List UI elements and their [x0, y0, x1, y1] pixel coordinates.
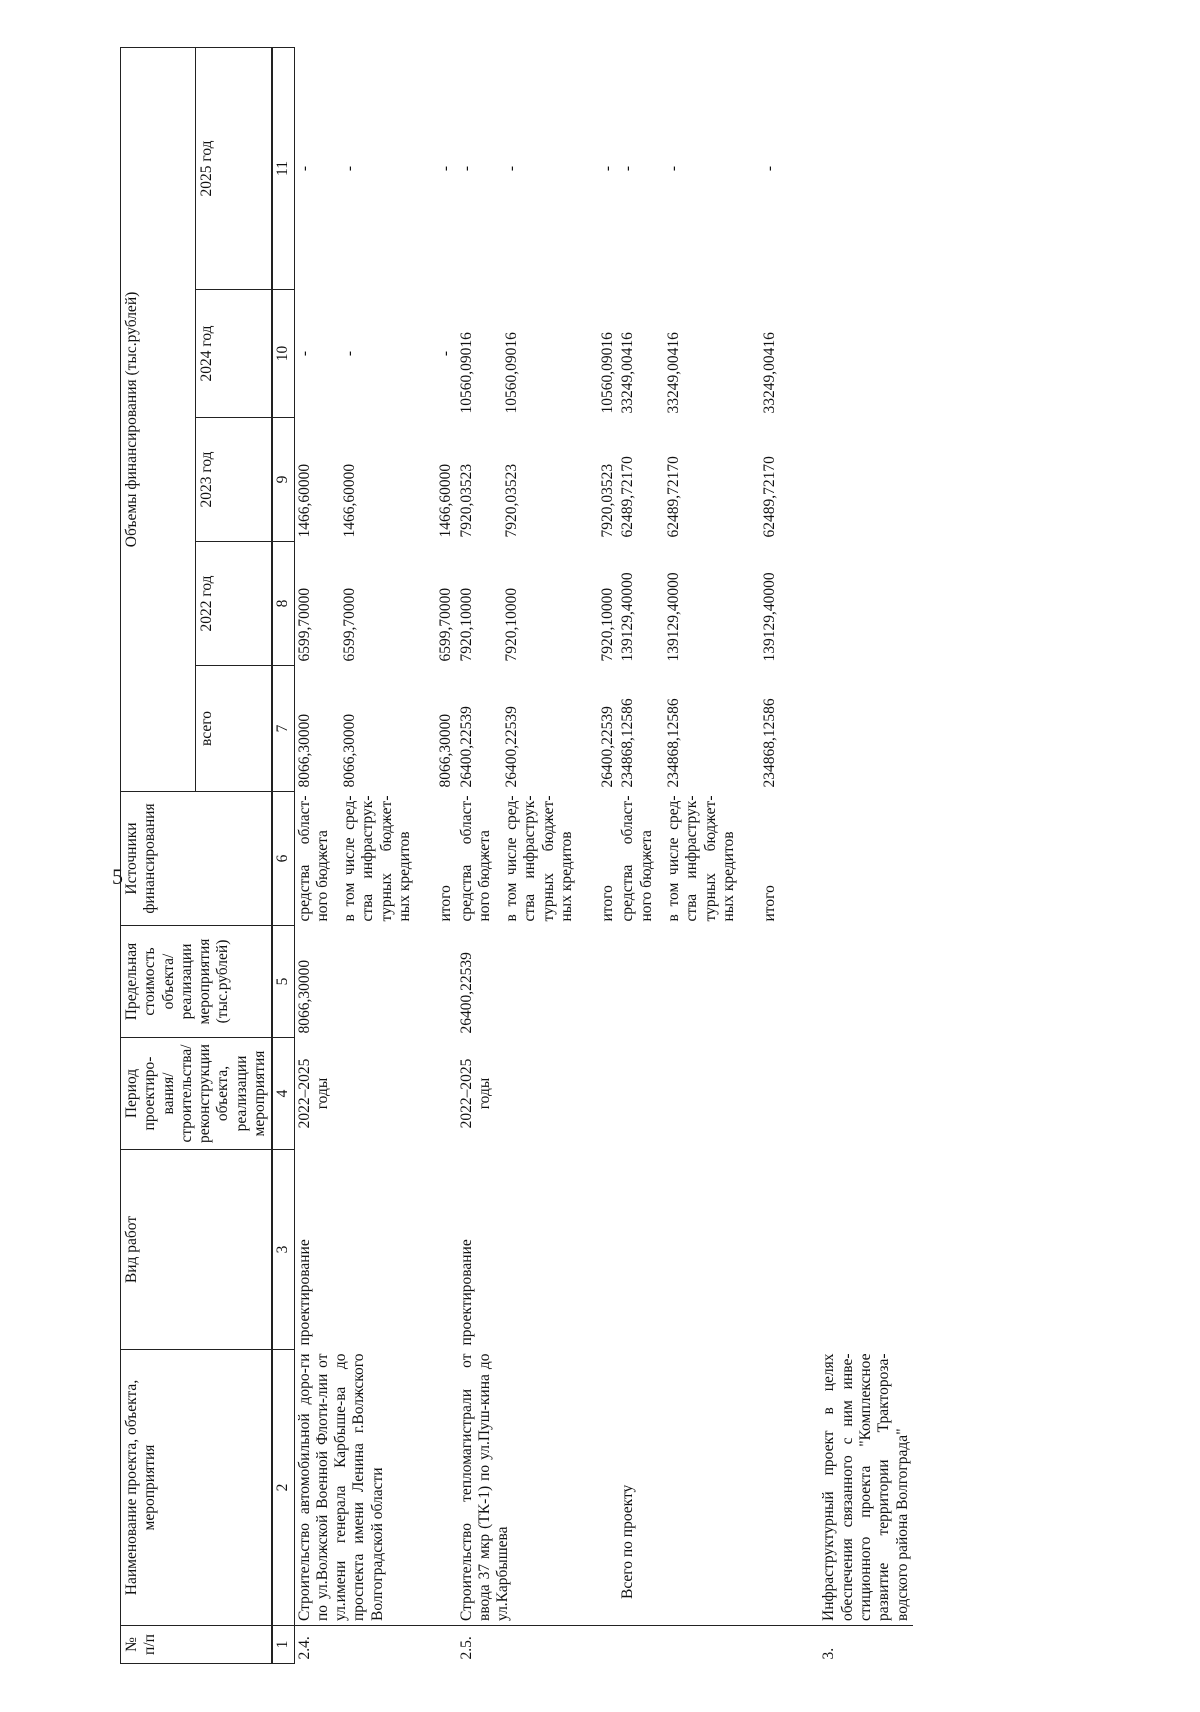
- work-type: проектирование: [295, 1239, 313, 1346]
- value-2024: 10560,09016: [599, 332, 617, 414]
- value-2024: -: [341, 350, 359, 357]
- col-number: 7: [272, 666, 294, 792]
- value-2024: 10560,09016: [503, 332, 521, 414]
- work-type: проектирование: [457, 1239, 475, 1346]
- col-number: 5: [272, 926, 294, 1038]
- source: итого: [599, 885, 617, 922]
- source: средства област-ного бюджета: [295, 795, 331, 922]
- value-2025: -: [665, 165, 683, 172]
- value-2023: 7920,03523: [503, 463, 521, 538]
- header-num: № п/п: [121, 1626, 273, 1664]
- total-value: 8066,30000: [437, 713, 455, 788]
- value-2025: -: [341, 165, 359, 172]
- header-cost: Предельная стоимость объекта/ реализации мероприятия (тыс.рублей): [121, 926, 273, 1038]
- value-2022: 139129,40000: [619, 572, 637, 662]
- value-2024: -: [295, 350, 313, 357]
- value-2023: 1466,60000: [437, 463, 455, 538]
- total-value: 26400,22539: [599, 706, 617, 788]
- column-number-row: [272, 47, 294, 1663]
- total-value: 234868,12586: [665, 698, 683, 788]
- value-2023: 7920,03523: [599, 463, 617, 538]
- value-2025: -: [295, 165, 313, 172]
- table-row: [294, 47, 333, 1663]
- source: средства област-ного бюджета: [619, 795, 655, 922]
- col-number: 4: [272, 1038, 294, 1150]
- value-2025: -: [503, 165, 521, 172]
- project-total-row: [618, 47, 657, 1663]
- header-2025: 2025 год: [196, 47, 273, 289]
- value-2022: 139129,40000: [665, 572, 683, 662]
- source: в том числе сред-ства инфраструк-турных бюджет-ных кредитов: [503, 795, 575, 922]
- value-2023: 1466,60000: [341, 463, 359, 538]
- value-2025: -: [437, 165, 455, 172]
- total-value: 234868,12586: [761, 698, 779, 788]
- total-value: 26400,22539: [457, 706, 475, 788]
- value-2024: 33249,00416: [665, 332, 683, 414]
- col-number: 8: [272, 542, 294, 666]
- total-value: 234868,12586: [619, 698, 637, 788]
- project-total-label: Всего по проекту: [619, 1484, 637, 1599]
- source: итого: [761, 885, 779, 922]
- header-volumes: Объемы финансирования (тыс.рублей): [121, 47, 196, 791]
- header-2022: 2022 год: [196, 542, 273, 666]
- col-number: 2: [272, 1350, 294, 1626]
- value-2025: -: [619, 165, 637, 172]
- value-2022: 6599,70000: [341, 587, 359, 662]
- header-name: Наименование проекта, объекта, мероприятия: [121, 1350, 273, 1626]
- value-2025: -: [599, 165, 617, 172]
- period: 2022–2025 годы: [457, 1058, 493, 1129]
- row-number: 3.: [780, 1626, 912, 1664]
- value-2023: 62489,72170: [761, 456, 779, 538]
- value-2025: -: [457, 165, 475, 172]
- header-period: Период проектиро-вания/ строительства/ реконструкции объекта, реализации мероприятия: [121, 1038, 273, 1150]
- header-2023: 2023 год: [196, 418, 273, 542]
- source: итого: [437, 885, 455, 922]
- value-2022: 139129,40000: [761, 572, 779, 662]
- total-value: 26400,22539: [503, 706, 521, 788]
- cost: 26400,22539: [457, 952, 475, 1034]
- page-number: 5: [112, 864, 123, 889]
- value-2022: 7920,10000: [457, 587, 475, 662]
- source: в том числе сред-ства инфраструк-турных бюджет-ных кредитов: [665, 795, 737, 922]
- col-number: 1: [272, 1626, 294, 1664]
- value-2024: 33249,00416: [761, 332, 779, 414]
- header-2024: 2024 год: [196, 290, 273, 418]
- table-row: [457, 47, 496, 1663]
- header-total: всего: [196, 666, 273, 792]
- value-2022: 7920,10000: [503, 587, 521, 662]
- value-2024: -: [437, 350, 455, 357]
- header-row-1: [121, 47, 196, 1663]
- col-number: 6: [272, 792, 294, 926]
- col-number: 10: [272, 290, 294, 418]
- value-2022: 7920,10000: [599, 587, 617, 662]
- project-name: Строительство автомобильной доро-ги по ул.Волжской Военной Флоти-лии от ул.имени генерала Карбыше-ва до проспекта имени Ленина г.Волжского Волгоградской области: [295, 1353, 386, 1621]
- value-2023: 62489,72170: [665, 456, 683, 538]
- section-3-name: Инфраструктурный проект в целях обеспечения связанного с ним инве-стиционного проекта "Комплексное развитие территории Трактороза-водского района Волгограда": [820, 1353, 911, 1621]
- total-value: 8066,30000: [341, 713, 359, 788]
- col-number: 3: [272, 1150, 294, 1350]
- value-2022: 6599,70000: [295, 587, 313, 662]
- col-number: 11: [272, 47, 294, 289]
- cost: 8066,30000: [295, 959, 313, 1034]
- value-2023: 62489,72170: [619, 456, 637, 538]
- total-value: 8066,30000: [295, 713, 313, 788]
- rotated-table-container: [120, 48, 1080, 1664]
- value-2023: 7920,03523: [457, 463, 475, 538]
- row-number: 2.4.: [294, 1626, 456, 1664]
- header-work-type: Вид работ: [121, 1150, 273, 1350]
- value-2024: 10560,09016: [457, 332, 475, 414]
- financing-table: [120, 47, 913, 1664]
- period: 2022–2025 годы: [295, 1058, 331, 1129]
- value-2025: -: [761, 165, 779, 172]
- header-source: Источники финансирования: [121, 792, 273, 926]
- value-2023: 1466,60000: [295, 463, 313, 538]
- source: в том числе сред-ства инфраструк-турных бюджет-ных кредитов: [341, 795, 413, 922]
- value-2022: 6599,70000: [437, 587, 455, 662]
- source: средства област-ного бюджета: [457, 795, 493, 922]
- project-name: Строительство тепломагистрали от ввода 37 мкр (ТК-1) по ул.Пуш-кина до ул.Карбышева: [457, 1353, 512, 1621]
- section-3-row: [780, 47, 912, 1663]
- row-number: 2.5.: [457, 1626, 619, 1664]
- value-2024: 33249,00416: [619, 332, 637, 414]
- col-number: 9: [272, 418, 294, 542]
